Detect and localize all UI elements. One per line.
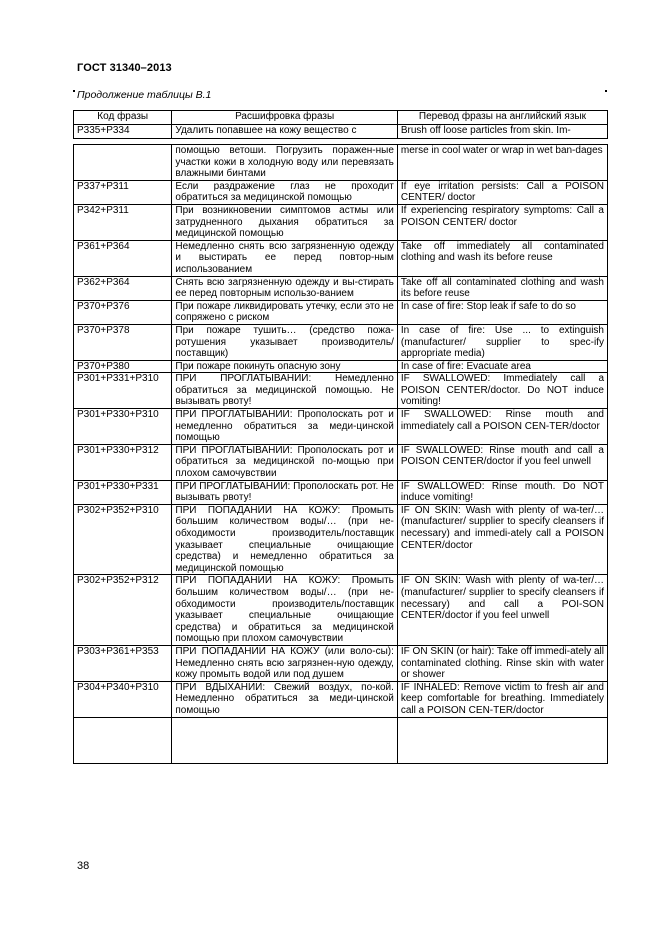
column-header-row: [74, 111, 608, 125]
table-row: [74, 444, 608, 480]
table-header: [73, 110, 608, 139]
phrase-ru: При пожаре тушить… (средство пожа-ротушения указывает производитель/ поставщик): [172, 324, 397, 360]
phrase-en: IF ON SKIN: Wash with plenty of wa-ter/… (manufacturer/ supplier to specify cleansers if necessary) and call a POI-SON CENTER/doctor if you feel unwell: [397, 575, 607, 646]
phrase-ru: ПРИ ПРОГЛАТЫВАНИИ: Прополоскать рот. Не вызывать рвоту!: [172, 480, 397, 504]
phrase-ru: ПРИ ПОПАДАНИИ НА КОЖУ (или воло-сы): Немедленно снять всю загрязнен-ную одежду, кожу промыть водой или под душем: [172, 645, 397, 681]
table-row: [74, 409, 608, 445]
phrase-en: In case of fire: Stop leak if safe to do so: [397, 300, 607, 324]
phrase-code: P301+P331+P310: [74, 373, 172, 409]
phrase-ru: ПРИ ПРОГЛАТЫВАНИИ: Прополоскать рот и немедленно обратиться за меди-цинской помощью: [172, 409, 397, 445]
phrase-table: [73, 144, 608, 764]
table-row: [74, 480, 608, 504]
phrase-ru: ПРИ ПОПАДАНИИ НА КОЖУ: Промыть большим количеством воды/… (при не-обходимости производитель/поставщик указывает специальные очищающие средства) и немедленно обратиться за медицинской помощью: [172, 504, 397, 575]
phrase-code: P301+P330+P312: [74, 444, 172, 480]
standard-title: ГОСТ 31340–2013: [77, 62, 172, 74]
blank-cell: [172, 717, 397, 763]
margin-dot-right: [605, 90, 607, 92]
table-row: [74, 575, 608, 646]
column-header-phrase: Расшифровка фразы: [172, 111, 397, 125]
table-blank-row: [74, 717, 608, 763]
phrase-en: IF SWALLOWED: Immediately call a POISON CENTER/doctor. Do NOT induce vomiting!: [397, 373, 607, 409]
phrase-en: Take off all contaminated clothing and wash its before reuse: [397, 276, 607, 300]
split-row-rest: [74, 145, 608, 181]
phrase-code: P302+P352+P310: [74, 504, 172, 575]
table-row: [74, 276, 608, 300]
phrase-en: IF ON SKIN: Wash with plenty of wa-ter/… (manufacturer/ supplier to specify cleansers if necessary) and immedi-ately call a POISON CENTER/doctor: [397, 504, 607, 575]
phrase-en: IF ON SKIN (or hair): Take off immedi-ately all contaminated clothing. Rinse skin with water or shower: [397, 645, 607, 681]
phrase-code: P370+P376: [74, 300, 172, 324]
phrase-code: P302+P352+P312: [74, 575, 172, 646]
phrase-code: P361+P364: [74, 240, 172, 276]
phrase-en: Brush off loose particles from skin. Im-: [397, 125, 607, 139]
column-header-translation: Перевод фразы на английский язык: [397, 111, 607, 125]
table-row: [74, 204, 608, 240]
phrase-ru: помощью ветоши. Погрузить поражен-ные участки кожи в холодную воду или перевязать влажными бинтами: [172, 145, 397, 181]
phrase-en: In case of fire: Evacuate area: [397, 360, 607, 373]
phrase-code: P370+P378: [74, 324, 172, 360]
phrase-ru: Снять всю загрязненную одежду и вы-стирать ее перед повторным использо-ванием: [172, 276, 397, 300]
phrase-ru: При возникновении симптомов астмы или затрудненного дыхания обратиться за медицинской помощью: [172, 204, 397, 240]
phrase-ru: Удалить попавшее на кожу вещество с: [172, 125, 397, 139]
phrase-en: Take off immediately all contaminated clothing and wash its before reuse: [397, 240, 607, 276]
split-row-top: [74, 125, 608, 139]
phrase-en: IF SWALLOWED: Rinse mouth. Do NOT induce vomiting!: [397, 480, 607, 504]
phrase-en: In case of fire: Use ... to extinguish (manufacturer/ supplier to spec-ify appropriate media): [397, 324, 607, 360]
table-row: [74, 360, 608, 373]
table-row: [74, 681, 608, 717]
table-row: [74, 504, 608, 575]
page-number: 38: [77, 860, 90, 872]
phrase-ru: Немедленно снять всю загрязненную одежду и выстирать ее перед повтор-ным использованием: [172, 240, 397, 276]
phrase-ru: При пожаре ликвидировать утечку, если это не сопряжено с риском: [172, 300, 397, 324]
phrase-code: P335+P334: [74, 125, 172, 139]
blank-cell: [397, 717, 607, 763]
phrase-code: P370+P380: [74, 360, 172, 373]
table-row: [74, 240, 608, 276]
phrase-en: merse in cool water or wrap in wet ban-dages: [397, 145, 607, 181]
phrase-code: P362+P364: [74, 276, 172, 300]
phrase-en: IF INHALED: Remove victim to fresh air and keep comfortable for breathing. Immediately call a POISON CEN-TER/doctor: [397, 681, 607, 717]
phrase-ru: ПРИ ПРОГЛАТЫВАНИИ: Немедленно обратиться за медицинской помощью. Не вызывать рвоту!: [172, 373, 397, 409]
phrase-code: [74, 145, 172, 181]
phrase-en: IF SWALLOWED: Rinse mouth and call a POISON CENTER/doctor if you feel unwell: [397, 444, 607, 480]
phrase-ru: Если раздражение глаз не проходит обратиться за медицинской помощью: [172, 180, 397, 204]
phrase-en: If experiencing respiratory symptoms: Call a POISON CENTER/ doctor: [397, 204, 607, 240]
table-row: [74, 180, 608, 204]
phrase-code: P301+P330+P331: [74, 480, 172, 504]
phrase-code: P342+P311: [74, 204, 172, 240]
margin-dot-left: [73, 90, 75, 92]
phrase-code: P304+P340+P310: [74, 681, 172, 717]
phrase-en: IF SWALLOWED: Rinse mouth and immediately call a POISON CEN-TER/doctor: [397, 409, 607, 445]
phrase-ru: ПРИ ПОПАДАНИИ НА КОЖУ: Промыть большим количеством воды/… (при не-обходимости производитель/поставщик указывает специальные очищающие средства) и обратиться за медицинской помощью при плохом самочувствии: [172, 575, 397, 646]
table-continuation-caption: Продолжение таблицы В.1: [77, 89, 212, 101]
blank-cell: [74, 717, 172, 763]
table-row: [74, 645, 608, 681]
column-header-code: Код фразы: [74, 111, 172, 125]
phrase-code: P301+P330+P310: [74, 409, 172, 445]
phrase-ru: ПРИ ВДЫХАНИИ: Свежий воздух, по-кой. Немедленно обратиться за меди-цинской помощью: [172, 681, 397, 717]
table-row: [74, 324, 608, 360]
phrase-en: If eye irritation persists: Call a POISON CENTER/ doctor: [397, 180, 607, 204]
phrase-code: P303+P361+P353: [74, 645, 172, 681]
phrase-code: P337+P311: [74, 180, 172, 204]
phrase-ru: ПРИ ПРОГЛАТЫВАНИИ: Прополоскать рот и обратиться за медицинской по-мощью при плохом самочувствии: [172, 444, 397, 480]
table-row: [74, 373, 608, 409]
phrase-ru: При пожаре покинуть опасную зону: [172, 360, 397, 373]
table-row: [74, 300, 608, 324]
